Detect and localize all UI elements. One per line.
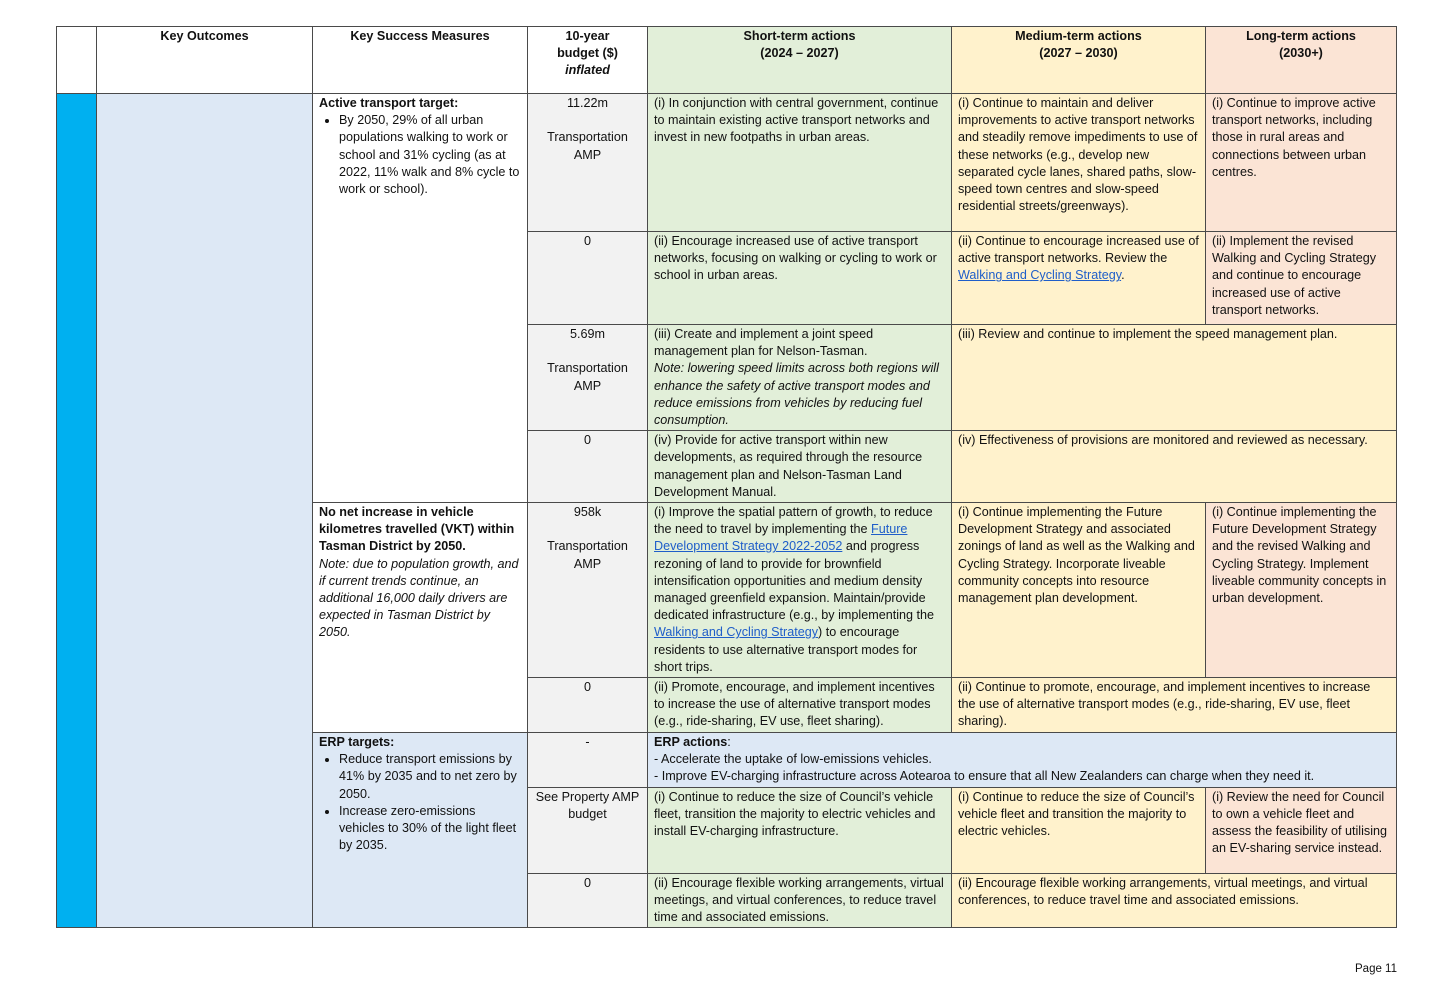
budget-source: Transportation AMP xyxy=(547,539,628,571)
budget-cell xyxy=(528,503,648,678)
erp-actions-colon: : xyxy=(727,735,731,750)
short-term-action: (ii) Encourage increased use of active transport networks, focusing on walking or cycling to work or school in urban areas. xyxy=(648,232,952,325)
header-budget xyxy=(528,27,648,94)
erp-actions-heading xyxy=(654,734,1390,751)
budget-cell: 0 xyxy=(528,678,648,733)
short-term-action: (ii) Promote, encourage, and implement incentives to increase the use of alternative transport modes (e.g., ride-sharing, EV use, fleet sharing). xyxy=(648,678,952,733)
header-budget-line2: budget ($) xyxy=(557,46,618,61)
measure-vkt-note: Note: due to population growth, and if current trends continue, an additional 16,000 daily drivers are expected in Tasman District by 2050. xyxy=(319,556,519,640)
medium-term-action: (i) Continue to reduce the size of Council’s vehicle fleet and transition the majority to electric vehicles. xyxy=(952,787,1206,873)
future-development-strategy-link[interactable]: Future Development Strategy 2022-2052 xyxy=(654,522,908,554)
measure-active-list xyxy=(319,112,521,198)
short-term-text-end: ) to encourage residents to use alternative transport modes for short trips. xyxy=(654,625,918,674)
header-long-term-label: Long-term actions xyxy=(1246,29,1356,43)
measure-erp-list xyxy=(319,751,521,854)
budget-cell xyxy=(528,94,648,232)
header-short-term-label: Short-term actions xyxy=(743,29,856,43)
measure-active-bullet: • By 2050, 29% of all urban populations walking to work or school and 31% cycling (as at 2022, 11% walk and 8% cycle to work or school). xyxy=(339,112,521,198)
short-term-action: (i) In conjunction with central government, continue to maintain existing active transport networks and invest in new footpaths in urban areas. xyxy=(648,94,952,232)
medium-long-term-action: (ii) Encourage flexible working arrangements, virtual meetings, and virtual conferences, to reduce travel time and associated emissions. xyxy=(952,873,1397,928)
budget-value: 958k xyxy=(573,505,602,520)
header-budget-line1: 10-year xyxy=(565,29,610,43)
header-medium-term-label: Medium-term actions xyxy=(1015,29,1142,43)
medium-term-action: (i) Continue to maintain and deliver improvements to active transport networks and steadily remove impediments to use of these networks (e.g., develop new separated cycle lanes, shared paths, slow-speed town centres and slow-speed residential streets/greenways). xyxy=(952,94,1206,232)
measure-erp-bullet: • Increase zero-emissions vehicles to 30% of the light fleet by 2035. xyxy=(339,803,521,855)
budget-value: 11.22m xyxy=(566,96,609,110)
erp-action-item: - Accelerate the uptake of low-emissions vehicles. xyxy=(654,752,932,767)
header-medium-term-years: (2027 – 2030) xyxy=(1039,46,1118,61)
short-term-action: (ii) Encourage flexible working arrangements, virtual meetings, and virtual conferences, to reduce travel time and associated emissions. xyxy=(648,873,952,928)
measure-erp xyxy=(313,733,528,928)
walking-cycling-strategy-link[interactable]: Walking and Cycling Strategy xyxy=(654,625,819,640)
short-term-text-mid: and progress rezoning of land to provide for brownfield intensification opportunities and medium density managed greenfield expansion. Maintain/provide dedicated infrastructure (e.g., by implementing the xyxy=(654,539,935,623)
header-budget-line3: inflated xyxy=(565,63,610,78)
measure-erp-bullet: • Reduce transport emissions by 41% by 2035 and to net zero by 2050. xyxy=(339,751,521,803)
short-term-action xyxy=(648,503,952,678)
measure-active-transport xyxy=(313,94,528,503)
budget-cell: See Property AMP budget xyxy=(528,787,648,873)
long-term-action: (i) Review the need for Council to own a vehicle fleet and assess the feasibility of utilising an EV-sharing service instead. xyxy=(1206,787,1397,873)
budget-cell xyxy=(528,325,648,431)
short-term-action xyxy=(648,325,952,431)
header-blank xyxy=(57,27,97,94)
header-short-term-years: (2024 – 2027) xyxy=(760,46,839,61)
budget-source: Transportation AMP xyxy=(547,130,628,162)
measure-erp-title: ERP targets: xyxy=(319,735,395,750)
medium-term-text: (ii) Continue to encourage increased use of active transport networks. Review the xyxy=(958,234,1199,266)
header-short-term xyxy=(648,27,952,94)
cyan-marker xyxy=(57,94,97,928)
header-row xyxy=(57,27,1397,94)
page-number: Page 11 xyxy=(1355,963,1397,975)
header-key-outcomes: Key Outcomes xyxy=(97,27,313,94)
medium-long-term-action: (ii) Continue to promote, encourage, and implement incentives to increase the use of alternative transport modes (e.g., ride-sharing, EV use, fleet sharing). xyxy=(952,678,1397,733)
medium-term-text-end: . xyxy=(1121,268,1125,283)
erp-action-item: - Improve EV-charging infrastructure across Aotearoa to ensure that all New Zealanders can charge when they need it. xyxy=(654,769,1315,784)
header-medium-term xyxy=(952,27,1206,94)
measure-vkt xyxy=(313,503,528,733)
header-key-success-measures: Key Success Measures xyxy=(313,27,528,94)
budget-cell: - xyxy=(528,733,648,788)
key-outcome-cell xyxy=(97,94,313,928)
long-term-action: (i) Continue to improve active transport networks, including those in rural areas and connections between urban centres. xyxy=(1206,94,1397,232)
budget-source: Transportation AMP xyxy=(547,361,628,393)
medium-long-term-action: (iii) Review and continue to implement the speed management plan. xyxy=(952,325,1397,431)
measure-vkt-title: No net increase in vehicle kilometres travelled (VKT) within Tasman District by 2050. xyxy=(319,505,515,554)
measure-active-title: Active transport target: xyxy=(319,96,459,110)
short-term-action: (iv) Provide for active transport within new developments, as required through the resource management plan and Nelson-Tasman Land Development Manual. xyxy=(648,431,952,503)
short-term-text: (iii) Create and implement a joint speed management plan for Nelson-Tasman. xyxy=(654,327,874,359)
medium-term-action xyxy=(952,232,1206,325)
medium-long-term-action: (iv) Effectiveness of provisions are monitored and reviewed as necessary. xyxy=(952,431,1397,503)
budget-value: 5.69m xyxy=(569,327,605,341)
long-term-action: (ii) Implement the revised Walking and Cycling Strategy and continue to encourage increased use of active transport networks. xyxy=(1206,232,1397,325)
erp-actions-title: ERP actions xyxy=(654,735,728,750)
table-row xyxy=(57,94,1397,232)
header-long-term-years: (2030+) xyxy=(1279,46,1323,61)
action-plan-table xyxy=(56,26,1397,928)
budget-cell: 0 xyxy=(528,873,648,928)
budget-cell: 0 xyxy=(528,232,648,325)
short-term-text: (i) Improve the spatial pattern of growth, to reduce the need to travel by implementing the xyxy=(654,505,933,537)
erp-actions-cell xyxy=(648,733,1397,788)
header-long-term xyxy=(1206,27,1397,94)
long-term-action: (i) Continue implementing the Future Development Strategy and the revised Walking and Cycling Strategy. Implement liveable community concepts in urban development. xyxy=(1206,503,1397,678)
walking-cycling-strategy-link[interactable]: Walking and Cycling Strategy xyxy=(958,268,1122,283)
short-term-note: Note: lowering speed limits across both regions will enhance the safety of active transport modes and reduce emissions from vehicles by reducing fuel consumption. xyxy=(654,361,939,428)
medium-term-action: (i) Continue implementing the Future Development Strategy and associated zonings of land as well as the Walking and Cycling Strategy. Incorporate liveable community concepts into resource management plan development. xyxy=(952,503,1206,678)
short-term-action: (i) Continue to reduce the size of Council’s vehicle fleet, transition the majority to electric vehicles and install EV-charging infrastructure. xyxy=(648,787,952,873)
budget-cell: 0 xyxy=(528,431,648,503)
